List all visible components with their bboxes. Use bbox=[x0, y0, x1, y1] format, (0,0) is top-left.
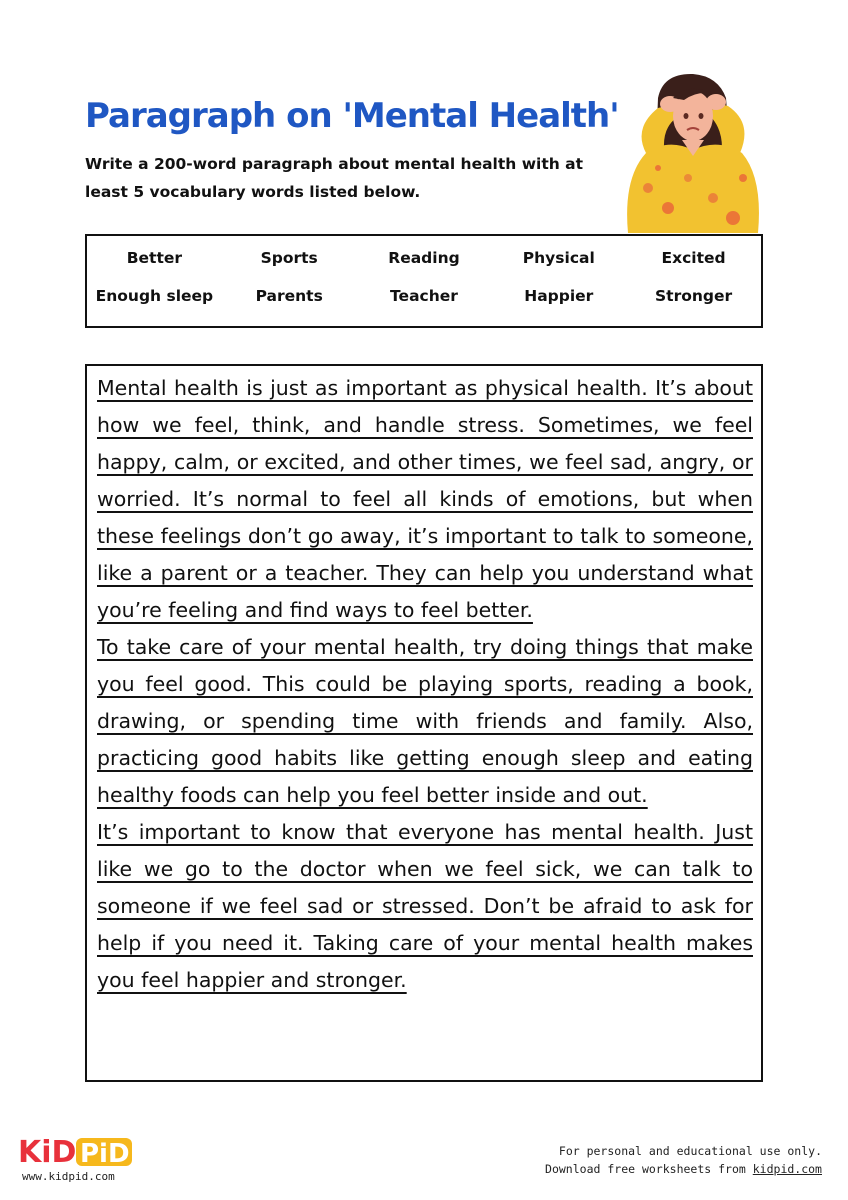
paragraph-text bbox=[97, 370, 753, 999]
paragraph-box bbox=[85, 364, 763, 1082]
vocab-word: Happier bbox=[524, 287, 594, 305]
vocab-word: Reading bbox=[388, 249, 460, 267]
paragraph-1: Mental health is just as important as physical health. It’s about how we feel, think, and handle stress. Sometimes, we feel happy, calm, or excited, and other times, we feel sad, angry, or worried. It’s normal to feel all kinds of emotions, but when these feelings don’t go away, it’s important to talk to someone, like a parent or a teacher. They can help you understand what you’re feeling and find ways to feel better. bbox=[97, 376, 753, 622]
instructions-text: Write a 200-word paragraph about mental health with at least 5 vocabulary words listed below. bbox=[85, 155, 584, 201]
footer-line-2 bbox=[545, 1160, 822, 1178]
logo-text-kid: KiD bbox=[18, 1135, 77, 1168]
footer-line-2-prefix: Download free worksheets from bbox=[545, 1162, 753, 1176]
logo-url: www.kidpid.com bbox=[22, 1170, 115, 1183]
stressed-girl-illustration bbox=[618, 68, 768, 233]
vocab-word: Enough sleep bbox=[95, 287, 214, 305]
vocabulary-box bbox=[85, 234, 763, 328]
worksheet-title: Paragraph on 'Mental Health' bbox=[85, 96, 619, 136]
vocab-word: Better bbox=[126, 249, 183, 267]
footer-line-1: For personal and educational use only. bbox=[558, 1144, 822, 1158]
paragraph-3: It’s important to know that everyone has mental health. Just like we go to the doctor when we feel sick, we can talk to someone if we feel sad or stressed. Don’t be afraid to ask for help if you need it. Taking care of your mental health makes you feel happier and stronger. bbox=[97, 820, 753, 992]
kidpid-logo bbox=[18, 1134, 138, 1168]
vocabulary-grid bbox=[87, 248, 761, 307]
vocab-word: Physical bbox=[522, 249, 595, 267]
vocab-word: Sports bbox=[260, 249, 318, 267]
paragraph-2: To take care of your mental health, try doing things that make you feel good. This could be playing sports, reading a book, drawing, or spending time with friends and family. Also, practicing good habits like getting enough sleep and eating healthy foods can help you feel better inside and out. bbox=[97, 635, 753, 807]
kidpid-link[interactable]: kidpid.com bbox=[752, 1162, 822, 1176]
vocab-word: Stronger bbox=[655, 287, 733, 305]
footer-note bbox=[545, 1142, 822, 1178]
vocab-word: Parents bbox=[255, 287, 323, 305]
logo-text-pid: PiD bbox=[80, 1139, 130, 1168]
vocab-word: Excited bbox=[661, 249, 726, 267]
vocab-word: Teacher bbox=[390, 287, 458, 305]
